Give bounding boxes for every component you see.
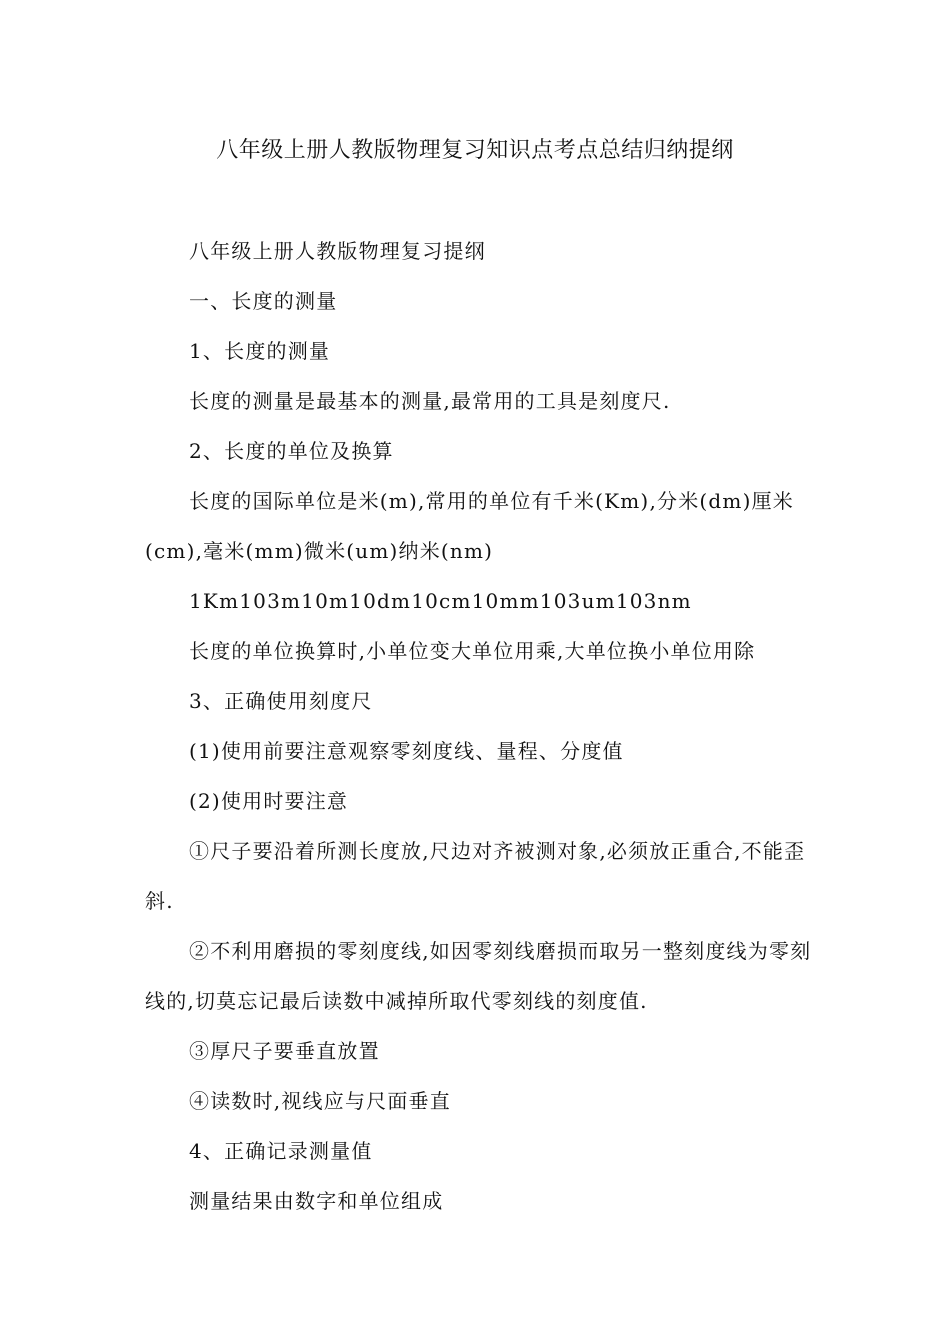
paragraph-text: 长度的国际单位是米(m),常用的单位有千米(Km),分米(dm)厘米(cm),毫米(mm)微米(um)纳米(nm) <box>145 489 794 563</box>
paragraph-list-item: ②不利用磨损的零刻度线,如因零刻线磨损而取另一整刻度线为零刻线的,切莫忘记最后读数中减掉所取代零刻线的刻度值. <box>145 939 812 1013</box>
paragraph-list-item: ④读数时,视线应与尺面垂直 <box>189 1089 451 1113</box>
paragraph-text: 1Km103m10m10dm10cm10mm103um103nm <box>189 589 692 613</box>
paragraph-subsection-4: 4、正确记录测量值 <box>189 1139 373 1163</box>
paragraph-text: 长度的单位换算时,小单位变大单位用乘,大单位换小单位用除 <box>189 639 756 663</box>
paragraph-outline-heading: 八年级上册人教版物理复习提纲 <box>189 239 486 263</box>
paragraph-list-item: ①尺子要沿着所测长度放,尺边对齐被测对象,必须放正重合,不能歪斜. <box>145 839 806 913</box>
document-title: 八年级上册人教版物理复习知识点考点总结归纳提纲 <box>216 138 734 163</box>
paragraph-text: 测量结果由数字和单位组成 <box>189 1189 444 1213</box>
paragraph-subsection-3: 3、正确使用刻度尺 <box>189 689 373 713</box>
paragraph-list-item: (1)使用前要注意观察零刻度线、量程、分度值 <box>189 739 624 763</box>
paragraph-list-item: (2)使用时要注意 <box>189 789 349 813</box>
paragraph-list-item: ③厚尺子要垂直放置 <box>189 1039 380 1063</box>
paragraph-text: 长度的测量是最基本的测量,最常用的工具是刻度尺. <box>189 389 671 413</box>
paragraph-section-1: 一、长度的测量 <box>189 289 338 313</box>
paragraph-subsection-1: 1、长度的测量 <box>189 339 331 363</box>
paragraph-subsection-2: 2、长度的单位及换算 <box>189 439 394 463</box>
document-body <box>145 226 813 1226</box>
